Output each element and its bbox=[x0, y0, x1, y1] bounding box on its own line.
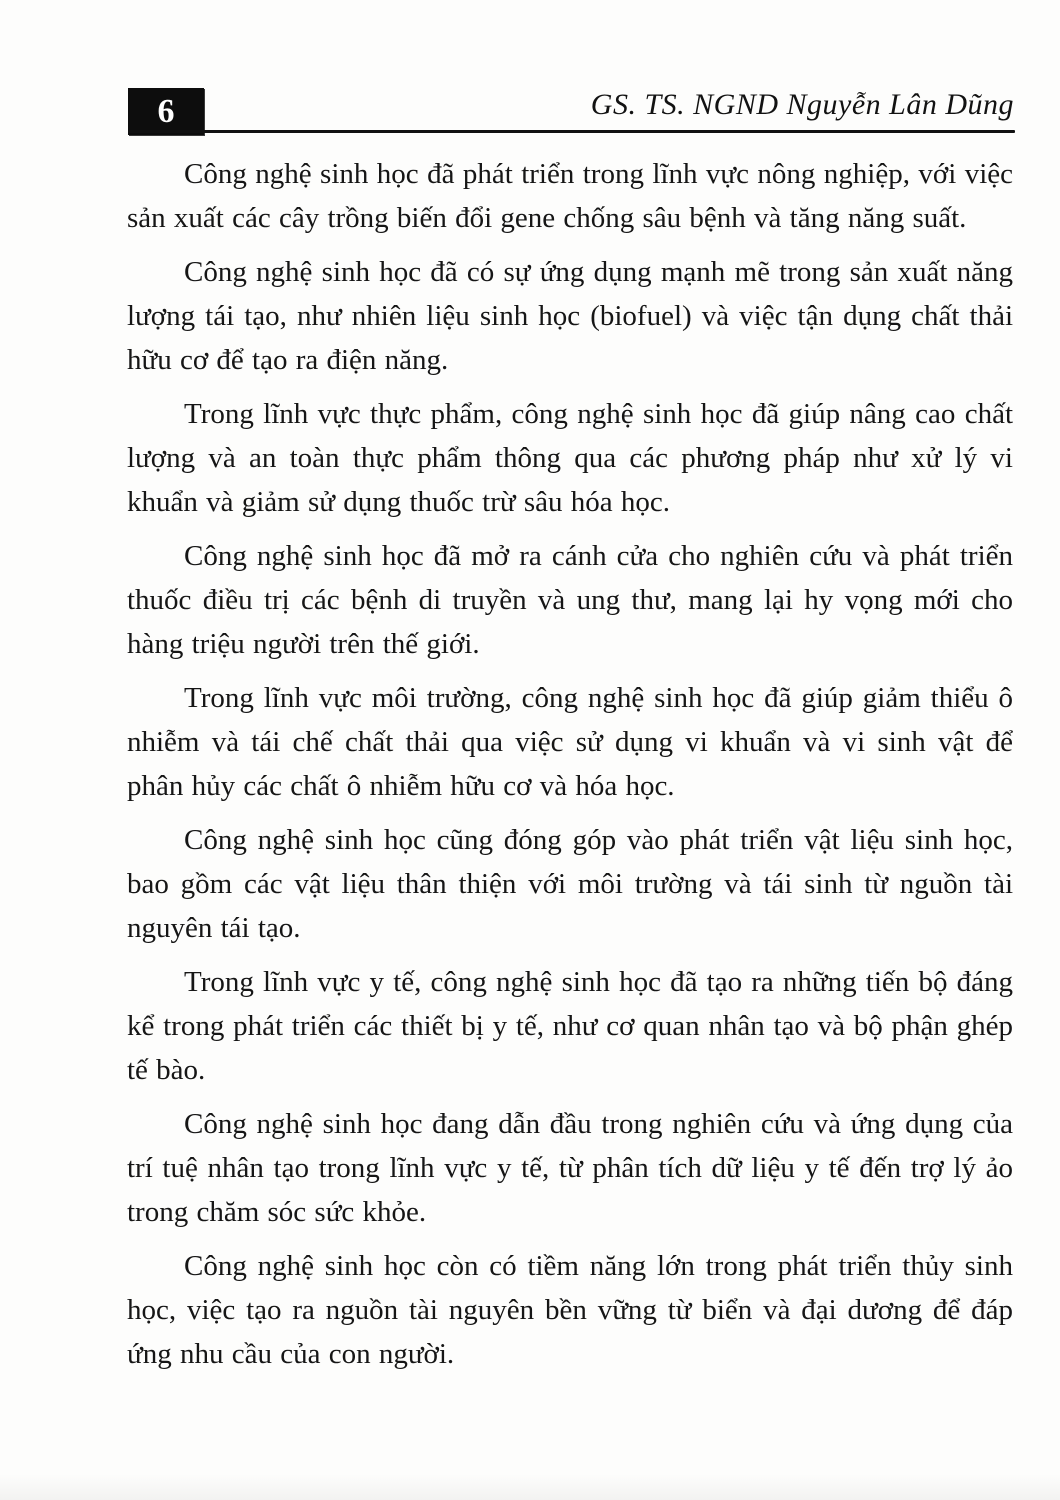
body-text bbox=[127, 152, 1013, 1386]
paragraph: Công nghệ sinh học đã phát triển trong lĩnh vực nông nghiệp, với việc sản xuất các cây trồng biến đổi gene chống sâu bệnh và tăng năng suất. bbox=[127, 158, 1013, 234]
header-author: GS. TS. NGND Nguyễn Lân Dũng bbox=[590, 88, 1014, 121]
paragraph: Công nghệ sinh học còn có tiềm năng lớn trong phát triển thủy sinh học, việc tạo ra nguồn tài nguyên bền vững từ biển và đại dương để đáp ứng nhu cầu của con người. bbox=[127, 1250, 1013, 1370]
paragraph: Trong lĩnh vực y tế, công nghệ sinh học đã tạo ra những tiến bộ đáng kể trong phát triển các thiết bị y tế, như cơ quan nhân tạo và bộ phận ghép tế bào. bbox=[127, 966, 1013, 1086]
paragraph: Trong lĩnh vực môi trường, công nghệ sinh học đã giúp giảm thiểu ô nhiễm và tái chế chất thải qua việc sử dụng vi khuẩn và vi sinh vật để phân hủy các chất ô nhiễm hữu cơ và hóa học. bbox=[127, 682, 1013, 802]
paragraph: Công nghệ sinh học đã có sự ứng dụng mạnh mẽ trong sản xuất năng lượng tái tạo, như nhiên liệu sinh học (biofuel) và việc tận dụng chất thải hữu cơ để tạo ra điện năng. bbox=[127, 256, 1013, 376]
page-header bbox=[0, 0, 1060, 140]
paragraph: Trong lĩnh vực thực phẩm, công nghệ sinh học đã giúp nâng cao chất lượng và an toàn thực phẩm thông qua các phương pháp như xử lý vi khuẩn và giảm sử dụng thuốc trừ sâu hóa học. bbox=[127, 398, 1013, 518]
paragraph: Công nghệ sinh học cũng đóng góp vào phát triển vật liệu sinh học, bao gồm các vật liệu thân thiện với môi trường và tái sinh từ nguồn tài nguyên tái tạo. bbox=[127, 824, 1013, 944]
paragraph: Công nghệ sinh học đang dẫn đầu trong nghiên cứu và ứng dụng của trí tuệ nhân tạo trong lĩnh vực y tế, từ phân tích dữ liệu y tế đến trợ lý ảo trong chăm sóc sức khỏe. bbox=[127, 1108, 1013, 1228]
page-number-badge bbox=[128, 88, 204, 135]
scan-artifact bbox=[0, 1474, 1060, 1500]
page-number: 6 bbox=[157, 92, 175, 130]
paragraph: Công nghệ sinh học đã mở ra cánh cửa cho nghiên cứu và phát triển thuốc điều trị các bệnh di truyền và ung thư, mang lại hy vọng mới cho hàng triệu người trên thế giới. bbox=[127, 540, 1013, 660]
header-rule bbox=[128, 130, 1015, 133]
